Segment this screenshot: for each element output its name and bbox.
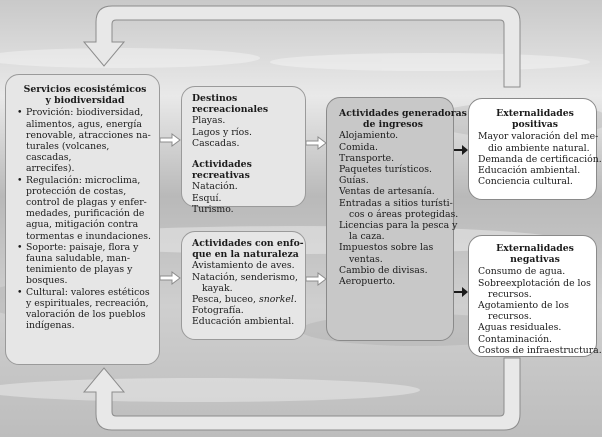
nature-title-line: Actividades con enfo- — [192, 238, 304, 249]
negative-item: recursos. — [488, 311, 532, 323]
nature-activities-title — [192, 238, 304, 261]
negative-item: Costos de infraestructura. — [478, 344, 602, 356]
ecosystem-services-box — [5, 74, 160, 365]
nature-activity-text: Pesca, buceo, — [192, 294, 259, 306]
positive-item: dio ambiente natural. — [488, 142, 590, 154]
ecosystem-services-list — [17, 107, 153, 331]
nature-activity-suffix: . — [293, 294, 297, 306]
nature-activities-box — [181, 231, 306, 340]
ecosystem-item-provision: • Provición: biodiversidad, alimentos, agus, energía renovable, atracciones na- turales (volcanes, cascadas, arrecifes). — [17, 107, 153, 174]
negative-externalities-box — [468, 235, 602, 357]
income-item: Comida. — [339, 141, 378, 153]
income-item: Alojamiento. — [339, 130, 399, 142]
negative-item: Sobreexplotación de los — [478, 277, 591, 289]
positive-item: Educación ambiental. — [478, 165, 581, 177]
ecosystem-item-regulation: • Regulación: microclima, protección de costas, control de plagas y enfer- medades, purificación de agua, mitigación contra tormentas e inundaciones. — [17, 175, 153, 242]
nature-activity-italic: snorkel — [258, 294, 294, 306]
nature-title-line: que en la naturaleza — [192, 249, 299, 261]
nature-activity-item: Natación, senderismo, — [192, 271, 298, 283]
income-item: Aeropuerto. — [339, 276, 396, 288]
income-item: Ventas de artesanía. — [339, 186, 435, 198]
positive-externalities-title: Externalidades positivas — [496, 108, 574, 131]
income-title-line: Actividades generadoras — [339, 108, 467, 119]
negative-item: recursos. — [488, 288, 532, 300]
income-item: la caza. — [349, 231, 385, 243]
nature-activity-item: Educación ambiental. — [192, 316, 295, 328]
income-activities-title — [339, 108, 467, 131]
recreational-activity-item: Esquí. — [192, 192, 222, 204]
income-item: Cambio de divisas. — [339, 264, 428, 276]
recreational-activity-item: Natación. — [192, 181, 238, 193]
positive-item: Demanda de certificación. — [478, 153, 602, 165]
destination-item: Cascadas. — [192, 137, 240, 149]
destinations-title: Destinos recreacionales — [192, 93, 269, 116]
flow-arrow-to-destinations — [160, 134, 180, 146]
flow-arrow-destinations-to-income — [306, 137, 326, 149]
income-item: Transporte. — [339, 152, 395, 164]
feedback-arrow-bottom — [84, 358, 520, 430]
negative-item: Agotamiento de los — [478, 300, 569, 312]
nature-activity-item — [192, 294, 299, 305]
flow-arrow-to-positive — [454, 145, 468, 155]
income-activities-box — [326, 97, 467, 341]
negative-item: Aguas residuales. — [478, 322, 562, 334]
positive-externalities-box — [468, 98, 602, 200]
positive-item: Mayor valoración del me- — [478, 131, 599, 143]
flow-arrow-to-negative — [454, 287, 468, 297]
negative-item: Contaminación. — [478, 333, 553, 345]
recreational-activity-item: Turismo. — [192, 203, 234, 215]
negative-externalities-title: Externalidades negativas — [496, 243, 574, 266]
destination-item: Lagos y ríos. — [192, 126, 252, 138]
income-item: Entradas a sitios turísti- — [339, 197, 453, 209]
income-item: Impuestos sobre las — [339, 242, 434, 254]
income-title-line: de ingresos — [363, 119, 423, 131]
ecosystem-services-title: Servicios ecosistémicos y biodiversidad — [23, 84, 147, 107]
flow-arrow-to-nature — [160, 272, 180, 284]
income-item: Paquetes turísticos. — [339, 164, 432, 176]
income-item: cos o áreas protegidas. — [349, 208, 459, 220]
nature-activity-item: Fotografía. — [192, 305, 244, 317]
negative-item: Consumo de agua. — [478, 266, 566, 278]
income-item: Guías. — [339, 175, 369, 187]
recreational-activities-title: Actividades recreativas — [192, 159, 252, 182]
nature-activity-item: Avistamiento de aves. — [192, 260, 295, 272]
ecosystem-item-support: • Soporte: paisaje, flora y fauna saludable, man- tenimiento de playas y bosques. — [17, 242, 153, 287]
flow-arrow-nature-to-income — [306, 273, 326, 285]
nature-activity-item: kayak. — [202, 282, 233, 294]
positive-item: Conciencia cultural. — [478, 176, 573, 188]
income-item: ventas. — [349, 253, 383, 265]
income-item: Licencias para la pesca y — [339, 220, 458, 232]
destination-item: Playas. — [192, 115, 226, 127]
ecosystem-item-cultural: • Cultural: valores estéticos y espirituales, recreación, valoración de los pueblos indígenas. — [17, 287, 153, 332]
recreational-destinations-box — [181, 86, 306, 215]
